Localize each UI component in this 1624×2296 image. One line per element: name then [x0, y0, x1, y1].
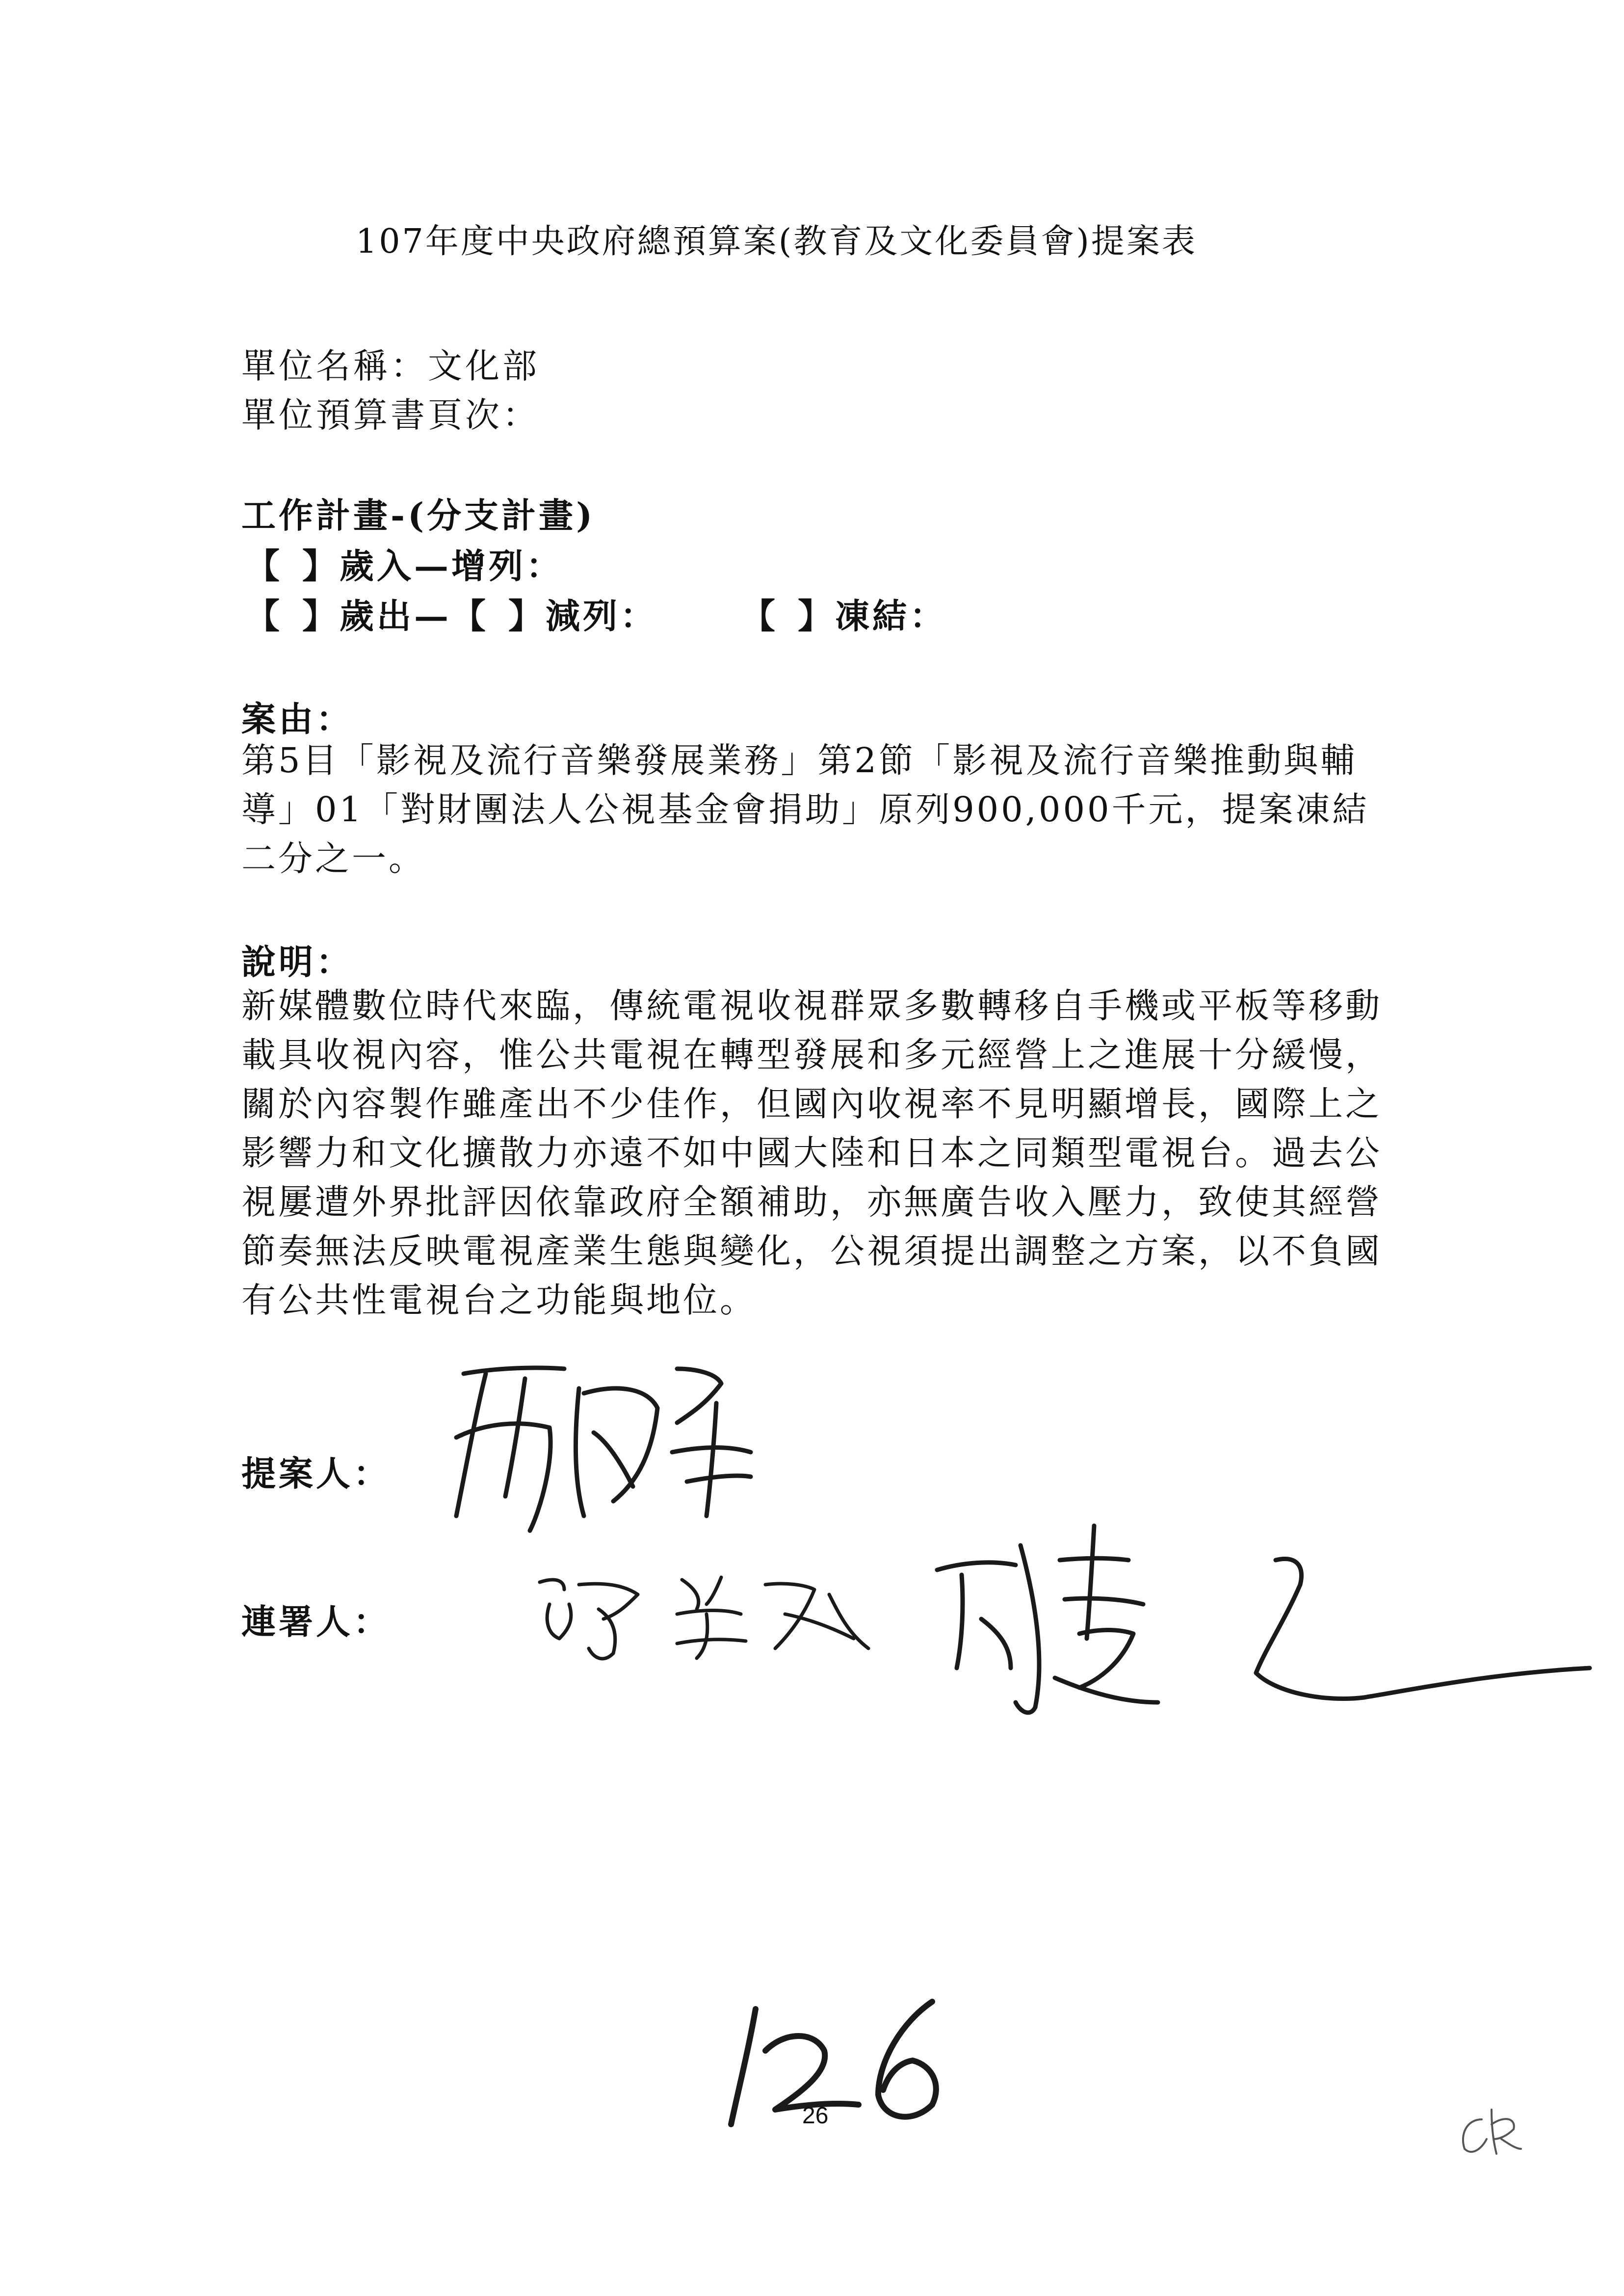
freeze-bracket-open: 【 [741, 596, 778, 636]
expenditure-bracket-open: 【 [245, 596, 283, 636]
page-number: 26 [802, 2103, 829, 2129]
freeze-bracket-close: 】 [798, 596, 835, 636]
cosigner-label: 連署人： [241, 1601, 391, 1642]
reason-text: 第5目「影視及流行音樂發展業務」第2節「影視及流行音樂推動與輔導」01「對財團法人公視基金會捐助」原列900,000千元，提案凍結二分之一。 [241, 740, 1369, 879]
document-title: 107年度中央政府總預算案(教育及文化委員會)提案表 [356, 222, 1197, 261]
revenue-label: 歲入—增列： [340, 546, 563, 586]
revenue-bracket-open: 【 [245, 546, 283, 586]
revenue-bracket-close: 】 [302, 546, 340, 586]
cut-bracket-close: 】 [508, 596, 546, 636]
cosigner-signature-2 [937, 1526, 1590, 1713]
cosigner-signature-1 [540, 1577, 868, 1659]
reason-label: 案由： [241, 699, 353, 739]
work-plan-line: 工作計畫-(分支計畫) [241, 495, 596, 536]
handwritten-number [731, 2002, 936, 2124]
unit-budget-page-line: 單位預算書頁次： [241, 395, 540, 435]
expenditure-label: 歲出— [340, 596, 451, 636]
expenditure-bracket-close: 】 [302, 596, 340, 636]
freeze-label: 凍結： [835, 596, 947, 636]
cut-label: 減列： [546, 596, 657, 636]
cut-bracket-open: 【 [451, 596, 489, 636]
proposer-label: 提案人： [241, 1453, 391, 1494]
corner-initials [1463, 2110, 1521, 2154]
unit-name-line: 單位名稱：文化部 [241, 346, 540, 386]
description-text: 新媒體數位時代來臨，傳統電視收視群眾多數轉移自手機或平板等移動載具收視內容，惟公共電視在轉型發展和多元經營上之進展十分緩慢，關於內容製作雖產出不少佳作，但國內收視率不見明顯增長，國際上之影響力和文化擴散力亦遠不如中國大陸和日本之同類型電視台。過去公視屢遭外界批評因依靠政府全額補助，亦無廣告收入壓力，致使其經營節奏無法反映電視產業生態與變化，公視須提出調整之方案，以不負國有公共性電視台之功能與地位。 [241, 986, 1382, 1320]
description-label: 說明： [241, 941, 353, 982]
proposer-signature [456, 1368, 751, 1531]
